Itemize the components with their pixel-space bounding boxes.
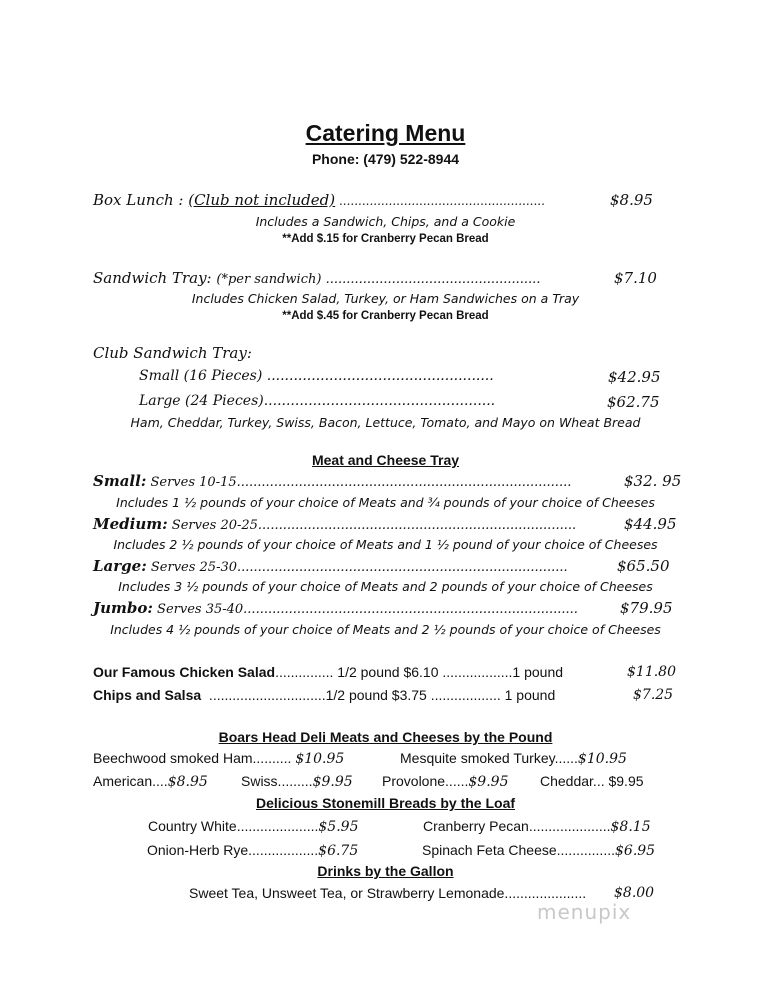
deli-american-label: American.... [93,773,168,789]
deli-ham-label: Beechwood smoked Ham.......... [93,750,296,766]
deli-swiss-price: $9.95 [312,774,353,790]
chips-salsa-label: Chips and Salsa [93,687,202,703]
chips-salsa-prices: ..............................1/2 pound $3.75 .................. 1 pound [201,687,560,703]
deli-provolone [382,773,508,790]
club-tray-desc: Ham, Cheddar, Turkey, Swiss, Bacon, Lettuce, Tomato, and Mayo on Wheat Bread [130,415,641,430]
deli-swiss-label: Swiss......... [241,773,313,789]
bread-country [148,818,358,835]
drinks-heading: Drinks by the Gallon [317,863,454,879]
deli-cheddar: Cheddar... $9.95 [540,773,644,789]
deli-ham-price: $10.95 [295,751,345,767]
meat-cheese-jumbo-size: Jumbo: [93,599,153,617]
chicken-salad-price: $11.80 [627,664,676,680]
box-lunch-price: $8.95 [610,191,653,209]
box-lunch-dots: ...................................................... [335,194,545,208]
deli-american-price: $8.95 [167,774,208,790]
meat-cheese-heading: Meat and Cheese Tray [311,452,460,468]
deli-heading: Boars Head Deli Meats and Cheeses by the Pound [218,729,553,745]
meat-cheese-jumbo-desc: Includes 4 ½ pounds of your choice of Meats and 2 ½ pounds of your choice of Cheeses [110,622,661,637]
box-lunch-line [93,191,545,209]
meat-cheese-jumbo-price: $79.95 [620,599,673,617]
sandwich-tray-line [93,269,540,287]
meat-cheese-medium-serves: Serves 20-25............................................................................. [167,518,577,533]
sandwich-tray-addon: **Add $.45 for Cranberry Pecan Bread [282,310,489,322]
meat-cheese-small [93,472,571,490]
bread-onion-label: Onion-Herb Rye.................. [147,842,319,858]
page-title: Catering Menu [305,120,466,146]
deli-turkey-label: Mesquite smoked Turkey...... [400,750,578,766]
deli-turkey-price: $10.95 [577,751,627,767]
deli-swiss [241,773,353,790]
club-tray-large-price: $62.75 [607,393,660,411]
sandwich-tray-desc: Includes Chicken Salad, Turkey, or Ham Sandwiches on a Tray [191,291,580,306]
club-tray-large: Large (24 Pieces).................................................... [139,393,496,409]
meat-cheese-large-price: $65.50 [617,557,670,575]
sandwich-tray-label: Sandwich Tray: [93,269,217,287]
box-lunch-note: (Club not included) [188,191,336,209]
meat-cheese-jumbo [93,599,578,617]
bread-cranberry [423,818,651,835]
club-tray-small: Small (16 Pieces) ................................................... [139,368,494,384]
breads-heading: Delicious Stonemill Breads by the Loaf [255,795,516,811]
deli-turkey [400,750,627,767]
deli-ham [93,750,344,767]
club-tray-label: Club Sandwich Tray: [93,344,252,362]
sandwich-tray-note: (*per sandwich) .................................................... [216,272,541,287]
chicken-salad-line [93,664,563,680]
drinks-price: $8.00 [614,885,655,901]
drinks-label: Sweet Tea, Unsweet Tea, or Strawberry Lemonade..................... [189,885,587,901]
meat-cheese-medium-price: $44.95 [624,515,677,533]
meat-cheese-large-desc: Includes 3 ½ pounds of your choice of Meats and 2 pounds of your choice of Cheeses [118,579,653,594]
deli-provolone-label: Provolone...... [382,773,469,789]
meat-cheese-small-size: Small: [93,472,147,490]
menupix-watermark: menupix [537,900,632,924]
meat-cheese-medium-desc: Includes 2 ½ pounds of your choice of Meats and 1 ½ pound of your choice of Cheeses [113,537,658,552]
bread-spinach [422,842,655,859]
chicken-salad-prices: ............... 1/2 pound $6.10 ..................1 pound [275,664,564,680]
phone-number: Phone: (479) 522-8944 [311,151,460,167]
bread-spinach-label: Spinach Feta Cheese............... [422,842,615,858]
box-lunch-addon: **Add $.15 for Cranberry Pecan Bread [282,233,489,245]
chips-salsa-line [93,687,559,703]
bread-cranberry-label: Cranberry Pecan..................... [423,818,611,834]
drinks-line [189,885,586,901]
chips-salsa-price: $7.25 [633,687,674,703]
club-tray-small-price: $42.95 [608,368,661,386]
sandwich-tray-price: $7.10 [614,269,657,287]
bread-onion [147,842,358,859]
bread-onion-price: $6.75 [318,843,359,859]
bread-cranberry-price: $8.15 [610,819,651,835]
meat-cheese-large-serves: Serves 25-30................................................................................ [146,560,568,575]
meat-cheese-small-serves: Serves 10-15................................................................................. [146,475,572,490]
bread-country-price: $5.95 [318,819,359,835]
meat-cheese-medium-size: Medium: [93,515,168,533]
meat-cheese-large [93,557,568,575]
meat-cheese-small-price: $32. 95 [624,472,682,490]
meat-cheese-large-size: Large: [93,557,147,575]
meat-cheese-small-desc: Includes 1 ½ pounds of your choice of Meats and ¾ pounds of your choice of Cheeses [116,495,655,510]
box-lunch-label: Box Lunch : [93,191,189,209]
chicken-salad-label: Our Famous Chicken Salad [93,664,276,680]
deli-american [93,773,208,790]
meat-cheese-medium [93,515,576,533]
box-lunch-desc: Includes a Sandwich, Chips, and a Cookie [255,214,516,229]
bread-country-label: Country White..................... [148,818,319,834]
meat-cheese-jumbo-serves: Serves 35-40................................................................................. [152,602,578,617]
bread-spinach-price: $6.95 [615,843,656,859]
deli-provolone-price: $9.95 [468,774,509,790]
